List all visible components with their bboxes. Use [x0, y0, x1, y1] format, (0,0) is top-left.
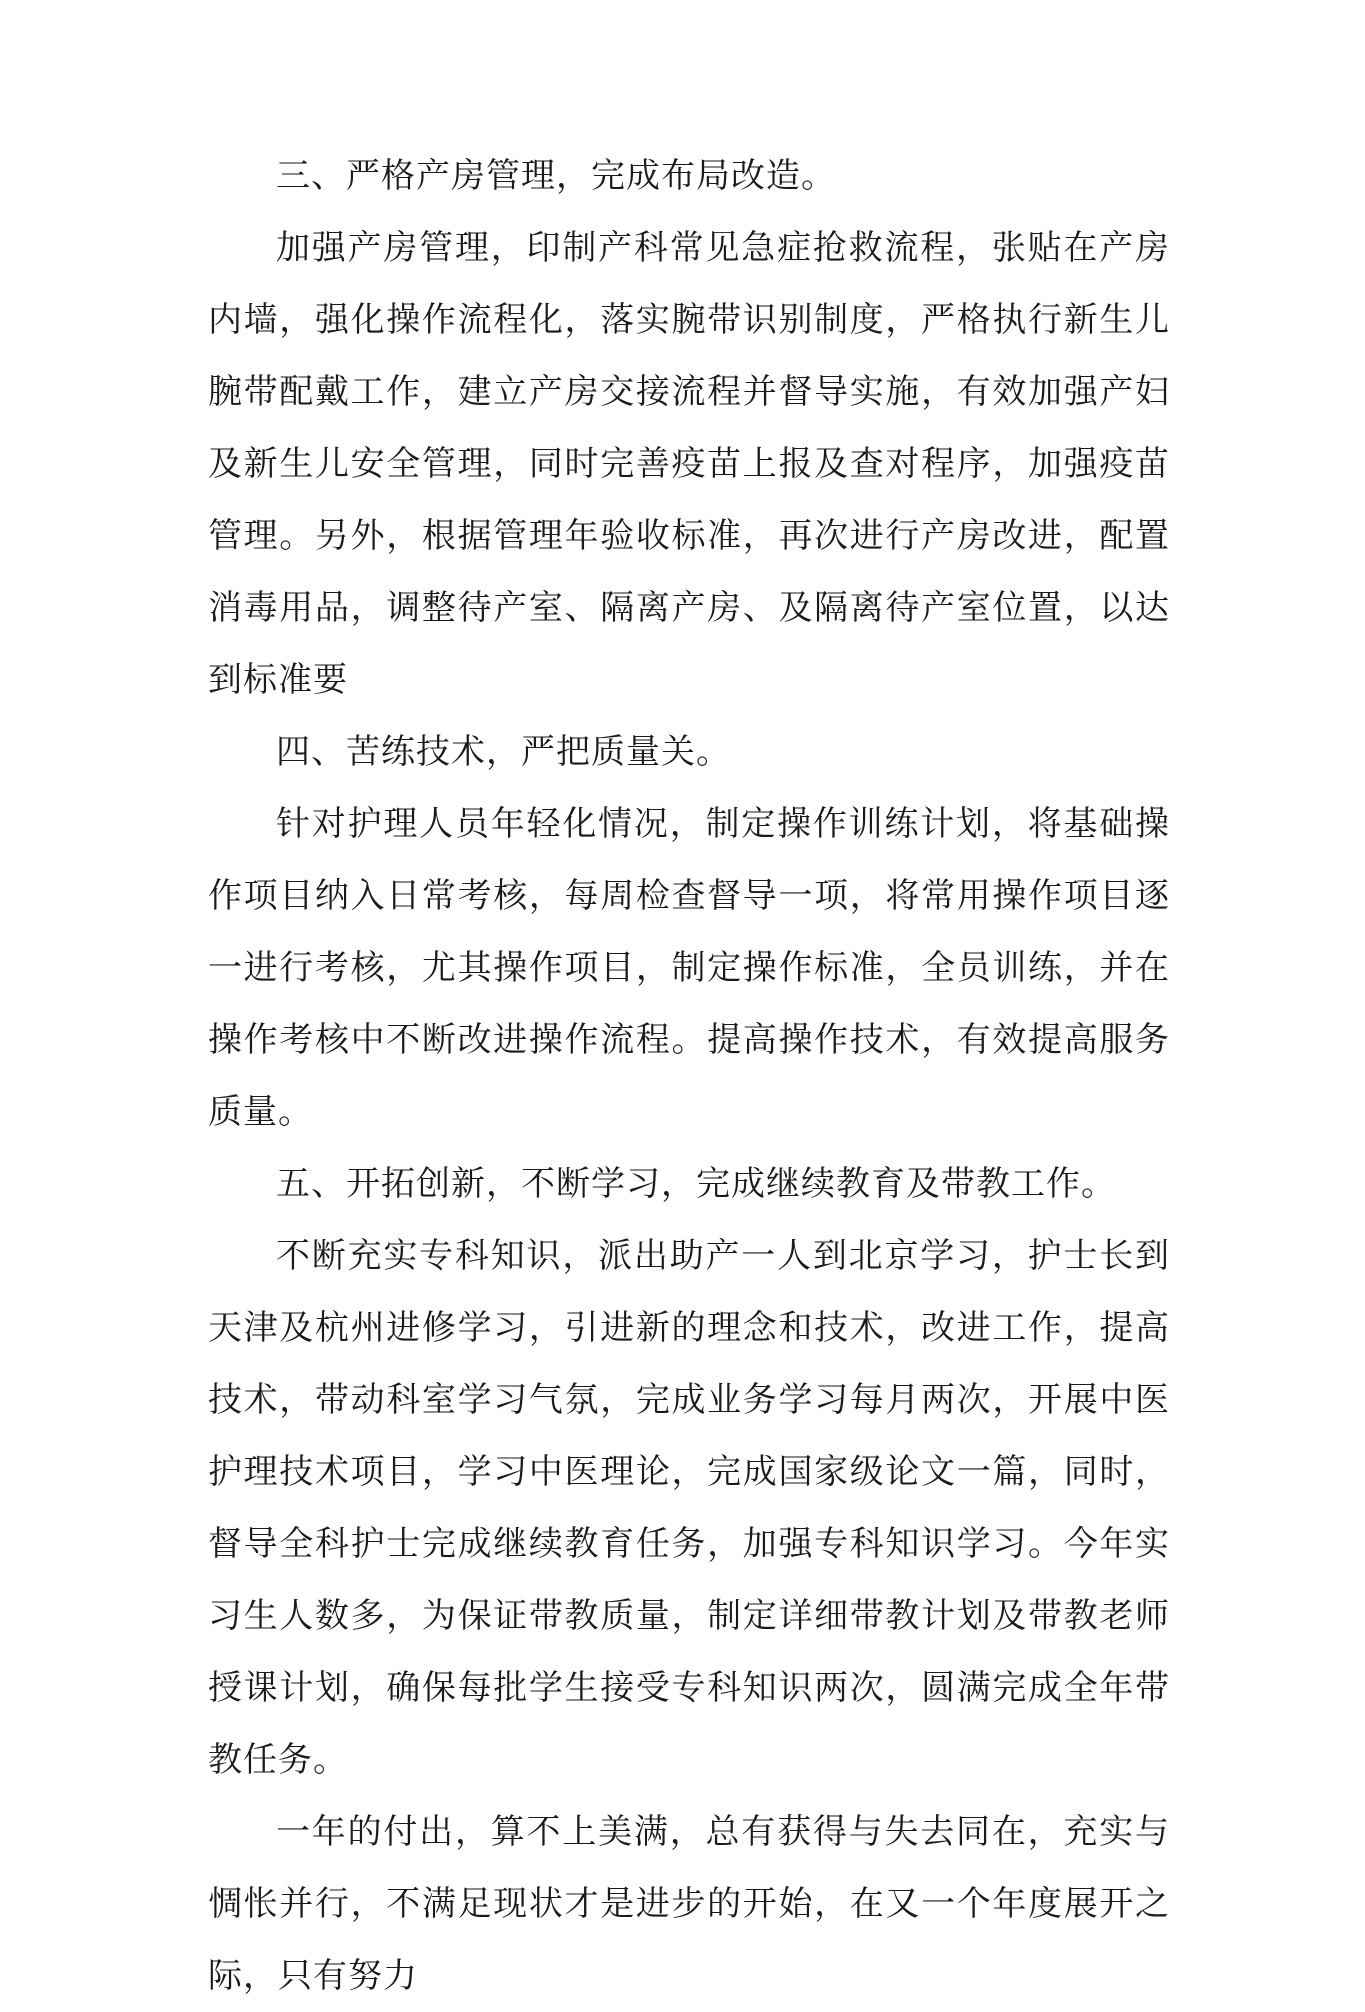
document-body — [208, 140, 1170, 2012]
section-heading-3: 三、严格产房管理，完成布局改造。 — [276, 156, 836, 196]
section-heading-5: 五、开拓创新，不断学习，完成继续教育及带教工作。 — [276, 1164, 1116, 1204]
section-heading-4: 四、苦练技术，严把质量关。 — [276, 732, 731, 772]
paragraph-section-4: 针对护理人员年轻化情况，制定操作训练计划，将基础操作项目纳入日常考核，每周检查督导一项，将常用操作项目逐一进行考核，尤其操作项目，制定操作标准，全员训练，并在操作考核中不断改进操作流程。提高操作技术，有效提高服务质量。 — [208, 804, 1170, 1132]
paragraph-closing: 一年的付出，算不上美满，总有获得与失去同在，充实与惆怅并行，不满足现状才是进步的开始，在又一个年度展开之际，只有努力 — [208, 1812, 1170, 1996]
paragraph-section-3: 加强产房管理，印制产科常见急症抢救流程，张贴在产房内墙，强化操作流程化，落实腕带识别制度，严格执行新生儿腕带配戴工作，建立产房交接流程并督导实施，有效加强产妇及新生儿安全管理，同时完善疫苗上报及查对程序，加强疫苗管理。另外，根据管理年验收标准，再次进行产房改进，配置消毒用品，调整待产室、隔离产房、及隔离待产室位置，以达到标准要 — [208, 228, 1170, 700]
paragraph-section-5: 不断充实专科知识，派出助产一人到北京学习，护士长到天津及杭州进修学习，引进新的理念和技术，改进工作，提高技术，带动科室学习气氛，完成业务学习每月两次，开展中医护理技术项目，学习中医理论，完成国家级论文一篇，同时，督导全科护士完成继续教育任务，加强专科知识学习。今年实习生人数多，为保证带教质量，制定详细带教计划及带教老师授课计划，确保每批学生接受专科知识两次，圆满完成全年带教任务。 — [208, 1236, 1170, 1780]
